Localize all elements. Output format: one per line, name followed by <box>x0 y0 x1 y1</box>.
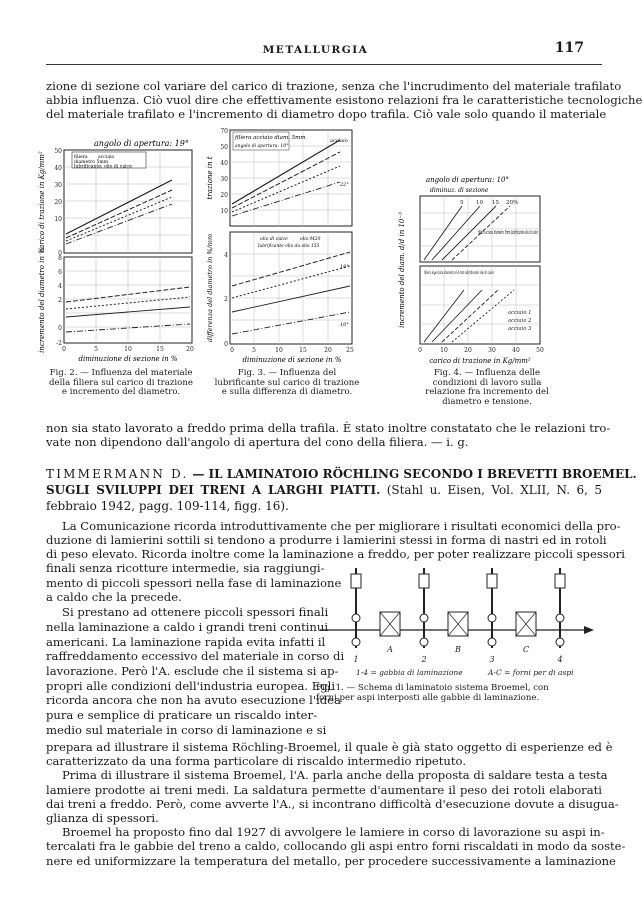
svg-text:20%: 20% <box>506 200 519 206</box>
svg-text:20: 20 <box>54 199 62 206</box>
fig4-label-filiera2: filiera lega dura diametro 6-8 mm lubrificante olio di calce <box>423 270 495 276</box>
fig3-legend-top-1: angolo di apertura: 10° <box>235 144 289 149</box>
fig4-label-dimin: diminuz. di sezione <box>430 187 489 194</box>
fig4-legend <box>508 310 532 332</box>
text-line: a caldo che la precede. <box>46 590 182 605</box>
fig3-series-label-3: 18° <box>340 264 349 270</box>
svg-text:4: 4 <box>557 655 563 664</box>
text-line: non sia stato lavorato a freddo prima della trafila. È stato inoltre constatato che le relazioni tro- <box>46 421 611 435</box>
fig3-series-label-4: 10° <box>340 322 349 328</box>
text-line: abbia influenza. Ciò vuol dire che effettivamente esistono relazioni fra le caratteristiche tecnologiche <box>46 93 642 108</box>
text-line: ricorda ancora che non ha avuto esecuzione l'idea <box>46 693 341 708</box>
text-line: tercalati fra le gabbie del treno a caldo, collocando gli aspi entro forni riscaldati in modo da soste- <box>46 839 626 854</box>
fig2-lower-yticks <box>56 255 62 347</box>
fig3-series-label-1: acciaio <box>330 138 348 144</box>
svg-text:10: 10 <box>440 347 448 354</box>
svg-text:50: 50 <box>220 144 228 151</box>
fig4-lower-series <box>424 290 514 342</box>
text-line: glianza di spessori. <box>46 811 159 826</box>
header-rule <box>46 64 602 65</box>
text-line: americani. La laminazione rapida evita infatti il <box>46 634 326 649</box>
svg-text:acciaio 2: acciaio 2 <box>508 318 532 324</box>
text-line: dai treni a freddo. Però, come avverte l'A., si incontrano difficoltà d'esecuzione dovute a disugua- <box>46 796 619 811</box>
svg-text:10: 10 <box>220 208 228 215</box>
svg-text:10: 10 <box>476 200 483 206</box>
fig3-ylabel-bottom: differenza del diametro in %/mm <box>206 233 214 343</box>
body-narrow-column <box>46 561 345 737</box>
svg-text:40: 40 <box>220 160 228 167</box>
fig2-ylabel-bottom: incremento del diametro in % <box>38 247 46 353</box>
rolling-stand-2 <box>419 568 429 648</box>
text-line: lavorazione. Però l'A. esclude che il sistema si ap- <box>46 663 339 678</box>
fig3-lower-yticks <box>224 252 228 348</box>
svg-text:6: 6 <box>58 269 62 276</box>
fig1-legend-furnaces: A-C = forni per di aspi <box>488 668 574 677</box>
furnace-c <box>516 612 536 636</box>
svg-text:5: 5 <box>94 346 98 353</box>
rolling-stand-3 <box>487 568 497 648</box>
fig3-upper-yticks <box>220 128 228 215</box>
svg-text:C: C <box>522 645 530 654</box>
figure-1-diagram <box>316 560 606 680</box>
fig2-upper-series <box>66 180 172 244</box>
fig4-top-label: angolo di apertura: 10° <box>426 176 509 184</box>
stand-labels <box>353 655 562 664</box>
svg-text:0: 0 <box>58 250 62 257</box>
text-line: vate non dipendono dall'angolo di apertura del cono della filiera. — i. g. <box>46 435 469 450</box>
article-title-2: SUGLI SVILUPPI DEI TRENI A LARGHI PIATTI. <box>46 483 381 497</box>
fig2-ylabel-top: carico di trazione in Kg/mm² <box>38 151 46 253</box>
svg-text:3: 3 <box>489 655 495 664</box>
text-line: pura e semplice di praticare un riscaldo inter- <box>46 708 317 723</box>
svg-text:5: 5 <box>460 200 464 206</box>
text-line: finali senza ricotture intermedie, sia raggiungi- <box>46 561 325 575</box>
fig2-legend-1: filiera <box>74 155 88 160</box>
fig3-legend-bottom-1: olio di calce <box>260 237 288 242</box>
svg-text:20: 20 <box>464 347 472 354</box>
svg-text:70: 70 <box>220 128 228 135</box>
svg-text:15: 15 <box>492 200 499 206</box>
text-line: La Comunicazione ricorda introduttivamente che per migliorare i risultati economici della pro- <box>62 519 621 533</box>
svg-text:50: 50 <box>54 148 62 155</box>
svg-text:1: 1 <box>353 655 359 664</box>
fig2-series-d <box>66 204 172 244</box>
svg-text:4: 4 <box>58 283 62 290</box>
svg-text:acciaio 3: acciaio 3 <box>508 326 532 332</box>
fig4-upper-pcts <box>460 200 518 206</box>
text-line: mento di piccoli spessori nella fase di laminazione <box>46 575 342 590</box>
svg-text:-2: -2 <box>56 340 62 347</box>
svg-text:10: 10 <box>124 346 132 353</box>
svg-text:40: 40 <box>512 347 520 354</box>
svg-text:B: B <box>455 645 461 654</box>
article-heading <box>46 466 637 514</box>
fig2-xlabel: diminuzione di sezione in % <box>78 355 178 363</box>
text-line: prepara ad illustrare il sistema Röchling-Broemel, il quale è già stato oggetto di esperienze ed è <box>46 740 613 754</box>
figure-3-chart <box>200 126 365 366</box>
text-line: nere ed uniformizzare la temperatura del metallo, per procedere successivamente a laminazione <box>46 853 616 868</box>
text-line: propri alle condizioni dell'industria europea. Egli <box>46 678 336 693</box>
fig2-legend-4: lubrificante: olio di calce <box>74 164 132 170</box>
body-paragraph-1 <box>46 519 625 562</box>
text-line: di peso elevato. Ricorda inoltre come la laminazione a freddo, per poter realizzare piccoli spessori <box>46 547 625 562</box>
figure-4-caption: Fig. 4. — Influenza delle condizioni di lavoro sulla relazione fra incremento del diametro e tensione. <box>425 368 549 407</box>
running-header: METALLURGIA <box>262 44 369 56</box>
article-title-line-1 <box>46 466 637 482</box>
text-line: Broemel ha proposto fino dal 1927 di avvolgere le lamiere in corso di lavorazione su aspi in- <box>62 825 605 840</box>
fig2-series-b <box>66 190 172 238</box>
fig3-series-label-2: 22° <box>340 182 349 188</box>
svg-text:2: 2 <box>58 297 62 304</box>
text-line: zione di sezione col variare del carico di trazione, senza che l'incrudimento del materiale trafilato <box>46 79 622 93</box>
after-figures-paragraph <box>46 421 611 450</box>
fig4-ylabel: incremento del diam. d/d in 10⁻³ <box>398 212 406 328</box>
text-line: Si prestano ad ottenere piccoli spessori finali <box>62 605 329 620</box>
fig4-label-filiera: filiera acciaio diametro 5mm lubrificante olio di calce <box>477 230 538 236</box>
text-line: medio sul materiale in corso di laminazione e si <box>46 722 327 737</box>
svg-text:20: 20 <box>186 346 194 353</box>
text-line: lamiere prodotte ai treni medi. La saldatura permette d'aumentare il peso dei rotoli elaborati <box>46 782 602 797</box>
fig2-series-a <box>66 180 172 234</box>
text-line: duzione di lamierini sottili si tendono a produrre i lamierini stessi in forma di nastri ed in rotoli <box>46 533 607 548</box>
svg-text:5: 5 <box>252 347 256 354</box>
svg-text:15: 15 <box>299 347 307 354</box>
rolling-stand-4 <box>555 568 565 648</box>
fig2-legend-2: acciaio <box>98 155 115 160</box>
fig3-xlabel: diminuzione di sezione in % <box>242 356 342 364</box>
article-source-2: (Stahl u. Eisen, Vol. XLII, N. 6, 5 <box>386 483 602 497</box>
fig3-legend-bottom-2: olio M20 <box>300 237 321 242</box>
figure-1-caption: Fig. 1. — Schema di laminatoio sistema Broemel, con forni per aspi interposti alle gabbie di laminazione. <box>316 683 549 703</box>
svg-text:20: 20 <box>220 192 228 199</box>
article-title-line-2 <box>46 482 602 498</box>
svg-text:4: 4 <box>224 252 228 259</box>
svg-text:0: 0 <box>418 347 422 354</box>
body-paragraph-2 <box>46 740 626 868</box>
fig2-xticks <box>62 346 194 353</box>
svg-text:0: 0 <box>224 341 228 348</box>
intro-paragraph <box>46 79 642 122</box>
text-line: raffreddamento eccessivo del materiale in corso di <box>46 649 345 664</box>
furnace-labels <box>386 645 529 654</box>
fig2-series-c <box>66 197 172 241</box>
furnace-a <box>380 612 400 636</box>
fig3-lower-series <box>232 252 350 334</box>
article-source-3: febbraio 1942, pagg. 109-114, figg. 16). <box>46 499 289 513</box>
svg-text:15: 15 <box>156 346 164 353</box>
svg-text:0: 0 <box>62 346 66 353</box>
fig3-legend-bottom-3: lubrificante olio da olio 155 <box>258 244 320 249</box>
rolling-stand-1 <box>351 568 361 648</box>
text-line: nella laminazione a caldo i grandi treni continui <box>46 619 329 634</box>
fig4-xlabel: carico di trazione in Kg/mm² <box>429 357 531 365</box>
fig2-upper-yticks <box>54 148 62 257</box>
svg-text:8: 8 <box>58 255 62 262</box>
svg-text:2: 2 <box>421 655 427 664</box>
svg-text:40: 40 <box>54 165 62 172</box>
fig4-lower-grid <box>420 266 540 344</box>
figure-4-chart <box>390 172 565 368</box>
page-number: 117 <box>554 40 584 56</box>
figure-2-caption: Fig. 2. — Influenza del materiale della filiera sul carico di trazione e incremento del diametro. <box>49 368 193 398</box>
svg-text:0: 0 <box>58 325 62 332</box>
svg-text:50: 50 <box>536 347 544 354</box>
furnace-b <box>448 612 468 636</box>
fig1-legend-stands: 1-4 = gabbia di laminazione <box>356 668 463 677</box>
fig3-top-label: filiera acciaio diam. 5mm <box>235 135 306 141</box>
fig3-ylabel-top: trazione in t <box>206 156 214 200</box>
svg-text:0: 0 <box>230 347 234 354</box>
text-line: Prima di illustrare il sistema Broemel, l'A. parla anche della proposta di saldare testa a testa <box>62 768 608 783</box>
svg-text:30: 30 <box>54 182 62 189</box>
svg-text:30: 30 <box>488 347 496 354</box>
figure-3-caption: Fig. 3. — Influenza del lubrificante sul carico di trazione e sulla differenza di diametro. <box>214 368 360 398</box>
arrow-head-icon <box>584 626 594 634</box>
svg-text:2: 2 <box>224 296 228 303</box>
svg-text:25: 25 <box>346 347 354 354</box>
text-line: caratterizzato da una forma particolare di riscaldo intermedio ripetuto. <box>46 754 467 769</box>
fig2-legend-3: diametro 5mm <box>74 160 109 165</box>
svg-text:20: 20 <box>324 347 332 354</box>
svg-text:acciaio 1: acciaio 1 <box>508 310 532 316</box>
fig4-xticks <box>418 347 544 354</box>
svg-text:10: 10 <box>275 347 283 354</box>
figure-2-chart <box>32 134 202 366</box>
fig2-top-title: angolo di apertura: 19° <box>94 139 189 148</box>
article-title-1: — IL LAMINATOIO RÖCHLING SECONDO I BREVETTI BROEMEL. <box>192 467 637 481</box>
fig3-xticks <box>230 347 354 354</box>
text-line: del materiale trafilato e l'incremento di diametro dopo trafila. Ciò vale solo quando il materiale <box>46 107 607 122</box>
svg-text:10: 10 <box>54 216 62 223</box>
svg-text:A: A <box>387 645 393 654</box>
svg-text:30: 30 <box>220 176 228 183</box>
article-author: TIMMERMANN D. <box>46 467 189 481</box>
